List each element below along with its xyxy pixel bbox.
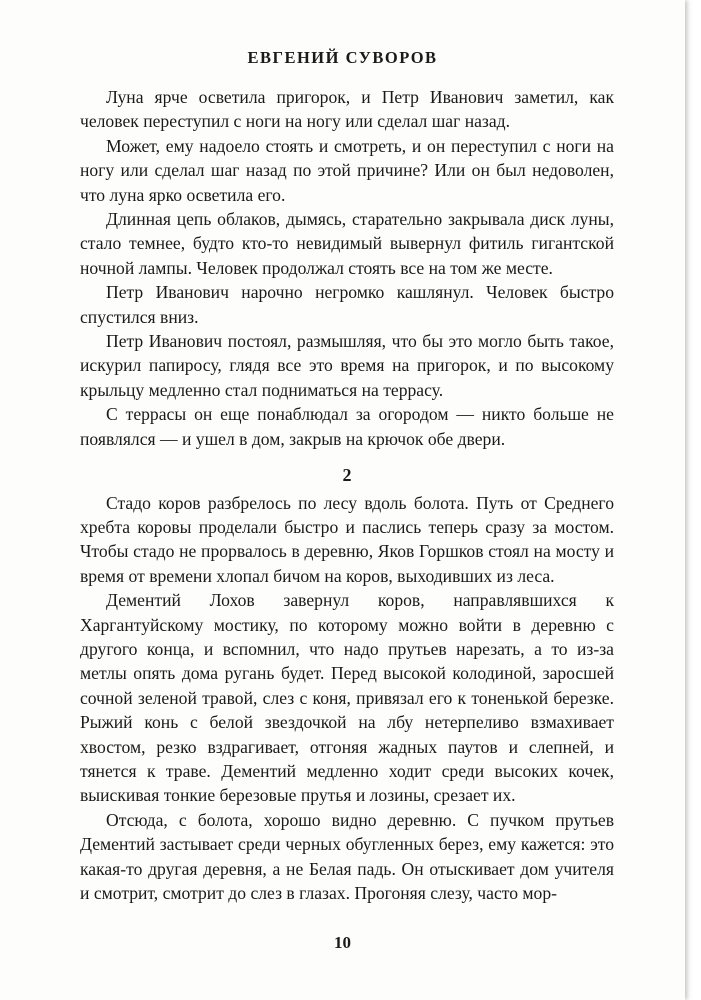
paragraph: Луна ярче осветила пригорок, и Петр Иванович заметил, как человек переступил с ноги на ногу или сделал шаг назад. — [80, 87, 614, 132]
paragraph: Стадо коров разбрелось по лесу вдоль болота. Путь от Среднего хребта коровы проделали быстро и паслись теперь сразу за мостом. Чтобы стадо не прорвалось в деревню, Яков Горшков стоял на мосту и время от времени хлопал бичом на коров, выходивших из леса. — [80, 492, 614, 586]
paragraph: Дементий Лохов завернул коров, направлявшихся к Харгантуйскому мостику, по которому можно войти в деревню с другого конца, и вспомнил, что надо прутьев нарезать, а то из-за метлы опять дома ругань будет. Перед высокой колодиной, заросшей сочной зеленой травой, слез с коня, привязал его к тоненькой березке. Рыжий конь с белой звездочкой на лбу нетерпеливо взмахивает хвостом, резко вздрагивает, отгоняя жадных паутов и слепней, и тянется к траве. Дементий медленно ходит среди высоких кочек, выискивая тонкие березовые прутья и лозины, срезает их. — [80, 590, 614, 806]
running-header: ЕВГЕНИЙ СУВОРОВ — [247, 48, 438, 67]
page-number: 10 — [334, 933, 351, 952]
paragraph: С террасы он еще понаблюдал за огородом — никто больше не появлялся — и ушел в дом, закрыв на крючок обе двери. — [80, 404, 614, 449]
chapter-number: 2 — [342, 465, 352, 486]
paragraph: Петр Иванович нарочно негромко кашлянул. Человек быстро спустился вниз. — [80, 282, 614, 327]
paragraph: Отсюда, с болота, хорошо видно деревню. С пучком прутьев Дементий застывает среди черных обугленных берез, ему кажется: это какая-то другая деревня, а не Белая падь. Он отыскивает дом учителя и смотрит, смотрит до слез в глазах. Прогоняя слезу, часто мор- — [80, 809, 614, 903]
paragraph: Петр Иванович постоял, размышляя, что бы это могло быть такое, искурил папиросу, глядя все это время на пригорок, и по высокому крыльцу медленно стал подниматься на террасу. — [80, 331, 614, 400]
paragraph: Может, ему надоело стоять и смотреть, и он переступил с ноги на ногу или сделал шаг назад по этой причине? Или он был недоволен, что луна ярко осветила его. — [80, 135, 614, 205]
page-body — [80, 85, 614, 905]
paragraph: Длинная цепь облаков, дымясь, старательно закрывала диск луны, стало темнее, будто кто-то невидимый вывернул фитиль гигантской ночной лампы. Человек продолжал стоять все на том же месте. — [80, 209, 614, 278]
